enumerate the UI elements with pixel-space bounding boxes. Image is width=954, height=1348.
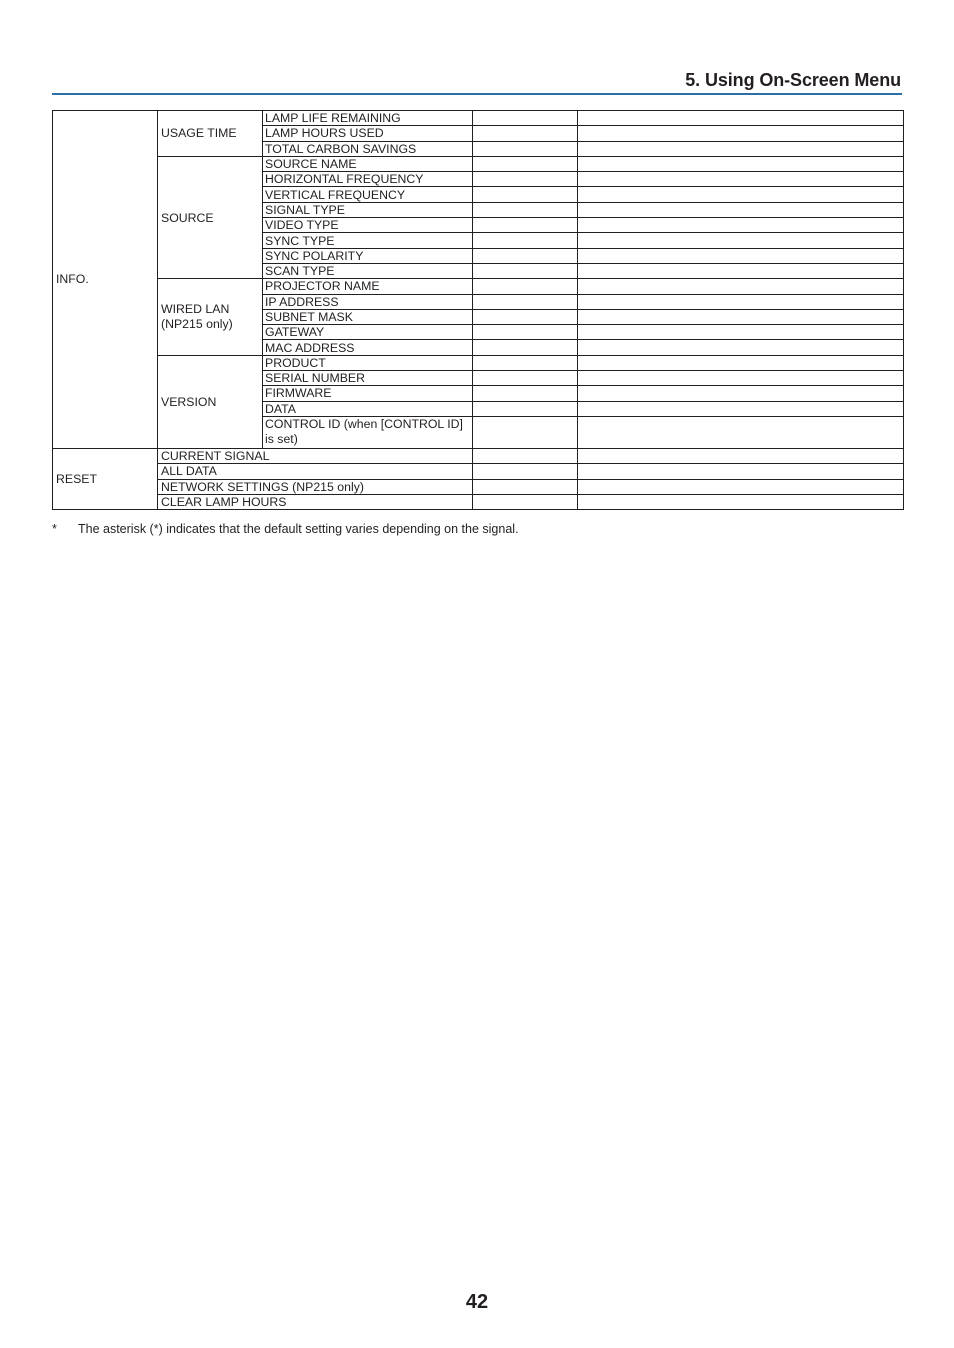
item-cell: DATA bbox=[263, 401, 473, 416]
empty-cell bbox=[578, 156, 904, 171]
item-cell: MAC ADDRESS bbox=[263, 340, 473, 355]
empty-cell bbox=[578, 126, 904, 141]
empty-cell bbox=[578, 233, 904, 248]
footnote bbox=[52, 522, 519, 536]
empty-cell bbox=[473, 386, 578, 401]
empty-cell bbox=[473, 479, 578, 494]
table-row bbox=[53, 479, 904, 494]
table-row bbox=[53, 494, 904, 509]
submenu-source-cell: SOURCE bbox=[158, 156, 263, 278]
empty-cell bbox=[473, 111, 578, 126]
empty-cell bbox=[578, 218, 904, 233]
table-row bbox=[53, 279, 904, 294]
empty-cell bbox=[578, 248, 904, 263]
empty-cell bbox=[578, 340, 904, 355]
item-cell: SYNC TYPE bbox=[263, 233, 473, 248]
submenu-usage-time-cell: USAGE TIME bbox=[158, 111, 263, 157]
item-cell: LAMP LIFE REMAINING bbox=[263, 111, 473, 126]
empty-cell bbox=[578, 263, 904, 278]
item-cell: TOTAL CARBON SAVINGS bbox=[263, 141, 473, 156]
empty-cell bbox=[578, 325, 904, 340]
table-row bbox=[53, 355, 904, 370]
item-cell: ALL DATA bbox=[158, 464, 473, 479]
footnote-text: The asterisk (*) indicates that the default setting varies depending on the signal. bbox=[78, 522, 519, 536]
empty-cell bbox=[473, 218, 578, 233]
item-cell: VERTICAL FREQUENCY bbox=[263, 187, 473, 202]
empty-cell bbox=[578, 386, 904, 401]
page-number: 42 bbox=[465, 1291, 489, 1313]
footnote-mark: * bbox=[52, 522, 57, 536]
empty-cell bbox=[473, 401, 578, 416]
empty-cell bbox=[473, 263, 578, 278]
empty-cell bbox=[473, 141, 578, 156]
empty-cell bbox=[578, 294, 904, 309]
wired-lan-label: WIRED LAN bbox=[161, 301, 230, 316]
section-title: 5. Using On-Screen Menu bbox=[685, 70, 901, 90]
empty-cell bbox=[578, 416, 904, 448]
menu-reset-cell: RESET bbox=[53, 448, 158, 509]
item-cell: HORIZONTAL FREQUENCY bbox=[263, 172, 473, 187]
item-cell: CLEAR LAMP HOURS bbox=[158, 494, 473, 509]
empty-cell bbox=[473, 248, 578, 263]
empty-cell bbox=[473, 494, 578, 509]
item-cell: SUBNET MASK bbox=[263, 309, 473, 324]
empty-cell bbox=[473, 371, 578, 386]
table-row bbox=[53, 156, 904, 171]
empty-cell bbox=[473, 355, 578, 370]
empty-cell bbox=[578, 172, 904, 187]
empty-cell bbox=[473, 340, 578, 355]
wired-lan-note: (NP215 only) bbox=[161, 317, 233, 331]
empty-cell bbox=[578, 279, 904, 294]
empty-cell bbox=[578, 202, 904, 217]
empty-cell bbox=[473, 416, 578, 448]
item-cell: PRODUCT bbox=[263, 355, 473, 370]
table-row bbox=[53, 111, 904, 126]
item-cell: CURRENT SIGNAL bbox=[158, 448, 473, 463]
item-cell: GATEWAY bbox=[263, 325, 473, 340]
submenu-version-cell: VERSION bbox=[158, 355, 263, 448]
table-row bbox=[53, 448, 904, 463]
header-divider bbox=[52, 93, 902, 95]
empty-cell bbox=[578, 355, 904, 370]
empty-cell bbox=[578, 111, 904, 126]
empty-cell bbox=[578, 371, 904, 386]
item-cell: SERIAL NUMBER bbox=[263, 371, 473, 386]
empty-cell bbox=[473, 294, 578, 309]
item-cell: FIRMWARE bbox=[263, 386, 473, 401]
empty-cell bbox=[473, 233, 578, 248]
empty-cell bbox=[473, 187, 578, 202]
empty-cell bbox=[578, 448, 904, 463]
menu-info-cell: INFO. bbox=[53, 111, 158, 449]
item-cell: SIGNAL TYPE bbox=[263, 202, 473, 217]
item-cell: NETWORK SETTINGS (NP215 only) bbox=[158, 479, 473, 494]
item-cell: IP ADDRESS bbox=[263, 294, 473, 309]
empty-cell bbox=[473, 309, 578, 324]
empty-cell bbox=[578, 187, 904, 202]
table-row bbox=[53, 464, 904, 479]
empty-cell bbox=[578, 494, 904, 509]
item-cell: SOURCE NAME bbox=[263, 156, 473, 171]
empty-cell bbox=[578, 309, 904, 324]
empty-cell bbox=[578, 464, 904, 479]
empty-cell bbox=[473, 448, 578, 463]
menu-items-table bbox=[52, 110, 904, 510]
empty-cell bbox=[578, 141, 904, 156]
empty-cell bbox=[473, 126, 578, 141]
submenu-wired-lan-cell bbox=[158, 279, 263, 355]
item-cell: PROJECTOR NAME bbox=[263, 279, 473, 294]
empty-cell bbox=[473, 172, 578, 187]
empty-cell bbox=[473, 279, 578, 294]
empty-cell bbox=[473, 156, 578, 171]
item-cell: SCAN TYPE bbox=[263, 263, 473, 278]
item-cell: LAMP HOURS USED bbox=[263, 126, 473, 141]
empty-cell bbox=[578, 401, 904, 416]
empty-cell bbox=[578, 479, 904, 494]
item-cell: VIDEO TYPE bbox=[263, 218, 473, 233]
item-cell: SYNC POLARITY bbox=[263, 248, 473, 263]
empty-cell bbox=[473, 325, 578, 340]
empty-cell bbox=[473, 202, 578, 217]
item-cell: CONTROL ID (when [CONTROL ID] is set) bbox=[263, 416, 473, 448]
empty-cell bbox=[473, 464, 578, 479]
